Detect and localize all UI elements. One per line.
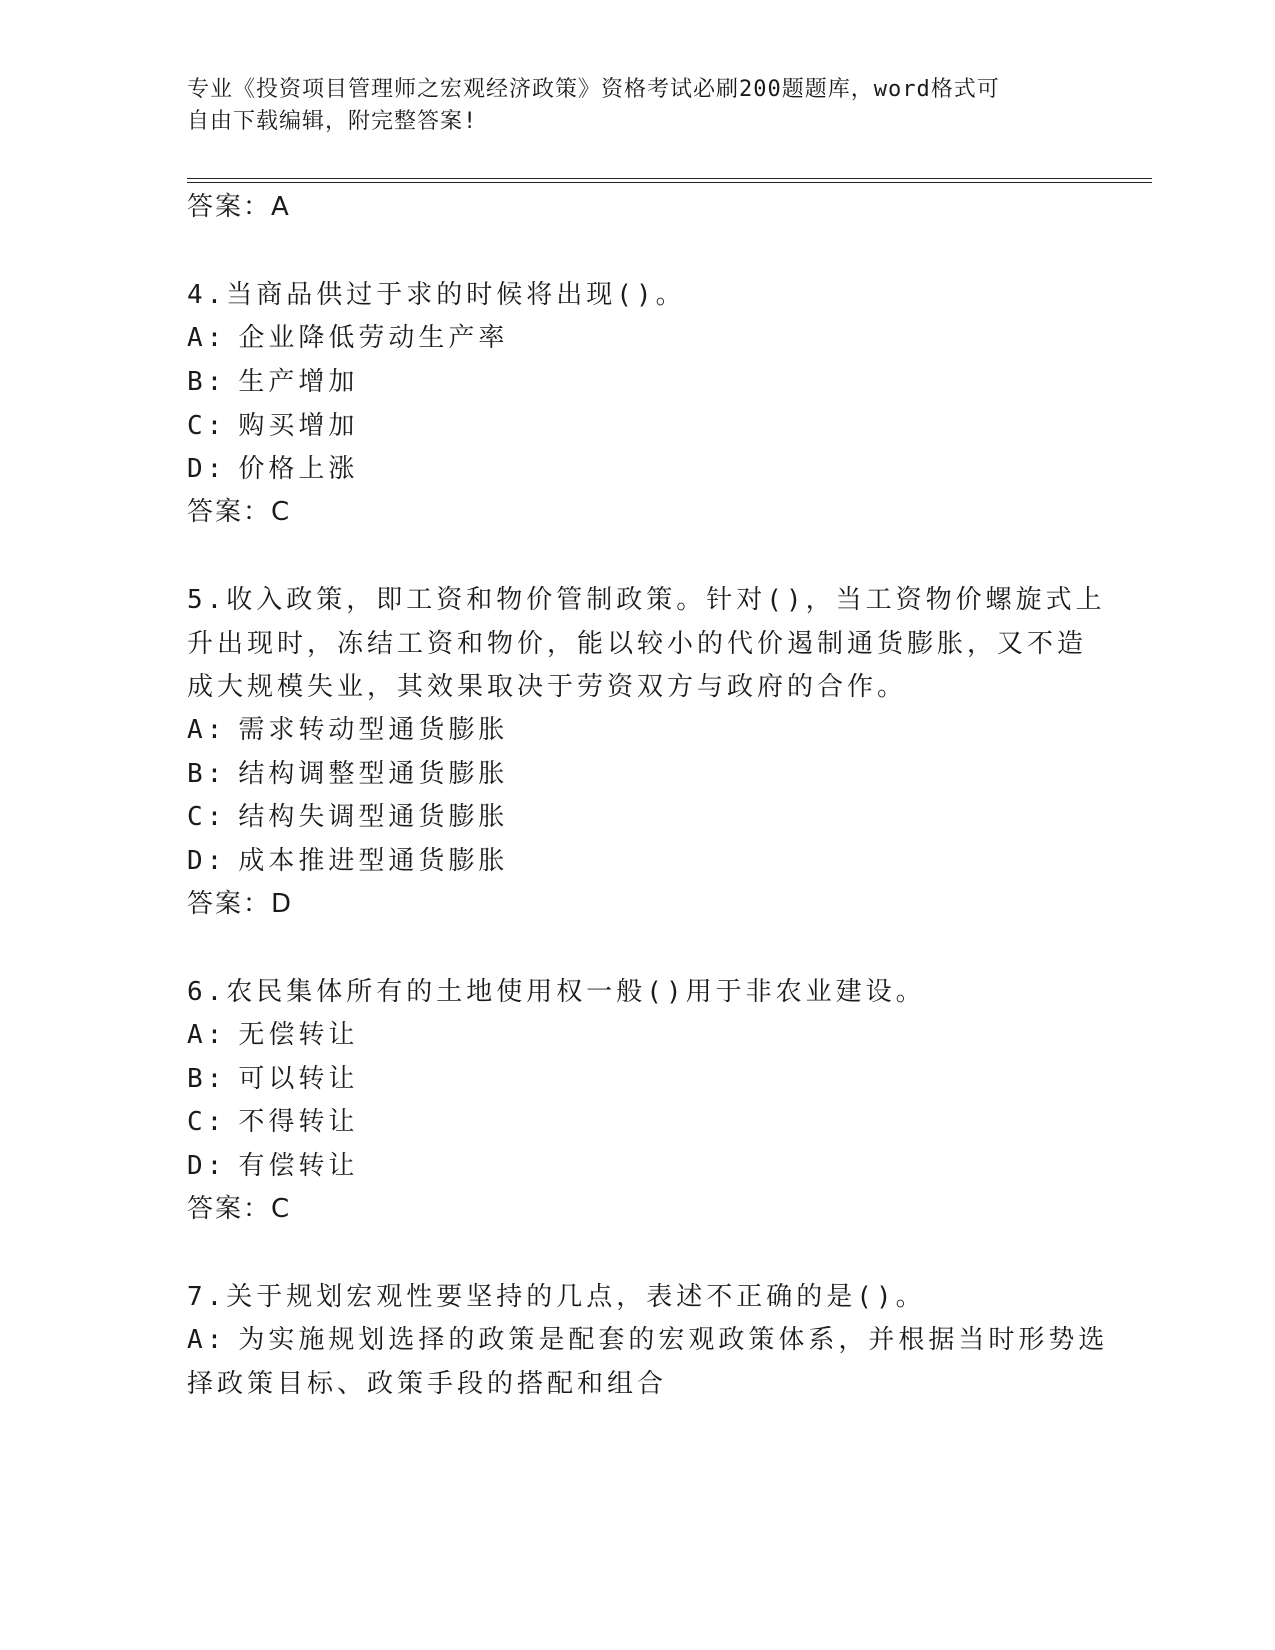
option-label: A: — [187, 323, 227, 353]
question-5-answer: 答案：D — [187, 889, 294, 919]
question-5-stem-line-2: 升出现时，冻结工资和物价，能以较小的代价遏制通货膨胀，又不造 — [187, 629, 1088, 659]
question-7-option-a-continued: 择政策目标、政策手段的搭配和组合 — [187, 1369, 668, 1399]
option-label: A: — [187, 1325, 227, 1355]
option-label: B: — [187, 759, 227, 789]
header-rule-top — [187, 178, 1152, 179]
option-label: D: — [187, 454, 227, 484]
question-4-option-d — [187, 448, 358, 485]
option-label: C: — [187, 411, 227, 441]
question-5-stem-line-3: 成大规模失业，其效果取决于劳资双方与政府的合作。 — [187, 672, 908, 702]
question-6-option-d — [187, 1145, 358, 1182]
option-label: C: — [187, 1107, 227, 1137]
document-header — [187, 74, 1087, 138]
option-text: 结构失调型通货膨胀 — [238, 802, 509, 832]
option-text: 价格上涨 — [238, 454, 359, 484]
question-4-stem: 4.当商品供过于求的时候将出现()。 — [187, 280, 686, 310]
option-text: 购买增加 — [238, 411, 359, 441]
option-text: 有偿转让 — [238, 1151, 359, 1181]
option-text: 需求转动型通货膨胀 — [238, 715, 509, 745]
answer-previous: 答案：A — [187, 192, 291, 222]
option-label: B: — [187, 367, 227, 397]
question-7-stem: 7.关于规划宏观性要坚持的几点，表述不正确的是()。 — [187, 1282, 926, 1312]
header-line-1: 专业《投资项目管理师之宏观经济政策》资格考试必刷200题题库，word格式可 — [187, 77, 1000, 102]
header-line-2: 自由下载编辑，附完整答案! — [187, 109, 478, 134]
option-text: 成本推进型通货膨胀 — [238, 846, 509, 876]
question-4-answer: 答案：C — [187, 497, 292, 527]
question-6-option-a — [187, 1014, 358, 1051]
question-6-option-c — [187, 1101, 358, 1138]
option-label: D: — [187, 846, 227, 876]
option-text: 无偿转让 — [238, 1020, 359, 1050]
question-6-stem: 6.农民集体所有的土地使用权一般()用于非农业建设。 — [187, 977, 926, 1007]
question-5-option-b — [187, 753, 508, 790]
option-text: 可以转让 — [238, 1064, 359, 1094]
option-label: D: — [187, 1151, 227, 1181]
option-label: A: — [187, 1020, 227, 1050]
question-6-option-b — [187, 1058, 358, 1095]
option-label: A: — [187, 715, 227, 745]
header-rule-bottom — [187, 182, 1152, 183]
question-6-answer: 答案：C — [187, 1194, 292, 1224]
option-text: 生产增加 — [238, 367, 359, 397]
question-4-option-a — [187, 317, 508, 354]
question-5-option-c — [187, 796, 508, 833]
question-5-stem-line-1: 5.收入政策，即工资和物价管制政策。针对()，当工资物价螺旋式上 — [187, 585, 1106, 615]
option-text: 不得转让 — [238, 1107, 359, 1137]
option-label: B: — [187, 1064, 227, 1094]
question-4-option-b — [187, 361, 358, 398]
option-text: 结构调整型通货膨胀 — [238, 759, 509, 789]
question-7-option-a — [187, 1319, 1108, 1356]
option-text: 企业降低劳动生产率 — [238, 323, 509, 353]
option-label: C: — [187, 802, 227, 832]
question-5-option-d — [187, 840, 508, 877]
option-text: 为实施规划选择的政策是配套的宏观政策体系，并根据当时形势选 — [238, 1325, 1109, 1355]
question-5-option-a — [187, 709, 508, 746]
question-4-option-c — [187, 405, 358, 442]
